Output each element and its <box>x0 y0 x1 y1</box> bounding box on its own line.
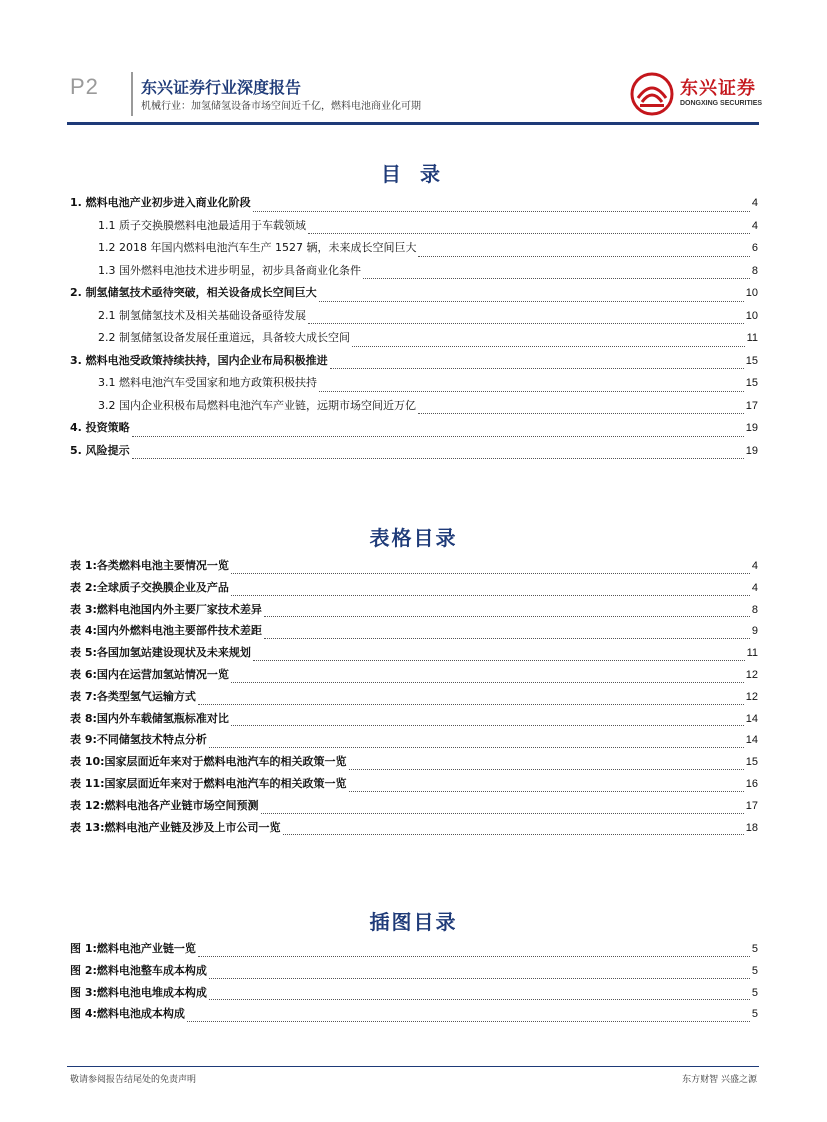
toc-entry-page: 4 <box>751 219 758 232</box>
toc-entry-page: 8 <box>751 264 758 277</box>
toc-entry[interactable] <box>70 397 758 420</box>
figure-entry-page: 5 <box>751 964 758 977</box>
table-entry-page: 4 <box>751 581 758 594</box>
dot-leader <box>418 412 744 414</box>
table-entry[interactable] <box>70 622 758 644</box>
table-entry-label: 各类型氢气运输方式 <box>96 689 196 703</box>
table-entry-page: 12 <box>745 668 758 681</box>
table-entry-label: 燃料电池国内外主要厂家技术差异 <box>96 602 262 616</box>
figure-entry[interactable] <box>70 1005 758 1027</box>
table-entry-label: 国内外车载储氢瓶标准对比 <box>96 711 229 725</box>
dot-leader <box>209 746 744 748</box>
table-entry-page: 14 <box>745 712 758 725</box>
header-rule <box>67 122 759 125</box>
figure-entry-page: 5 <box>751 943 758 955</box>
dot-leader <box>198 955 750 957</box>
figure-entry-page: 5 <box>751 986 758 999</box>
table-entry-label: 各类燃料电池主要情况一览 <box>96 559 229 572</box>
toc-entry-label: 2.2 制氢储氢设备发展任重道远，具备较大成长空间 <box>98 331 350 344</box>
table-entry-number: 表 5: <box>70 646 97 660</box>
report-subtitle: 机械行业：加氢储氢设备市场空间近千亿，燃料电池商业化可期 <box>141 101 421 112</box>
dot-leader <box>352 345 745 347</box>
table-entry-number: 表 1: <box>70 559 97 572</box>
dot-leader <box>349 790 744 792</box>
toc-entry-label: 1.1 质子交换膜燃料电池最适用于车载领域 <box>98 218 306 232</box>
dot-leader <box>132 457 744 459</box>
logo-mark-icon <box>630 72 674 116</box>
table-entry[interactable] <box>70 797 758 819</box>
dot-leader <box>231 594 750 596</box>
table-entry-number: 表 8: <box>70 711 97 725</box>
tables-toc-title: 表格目录 <box>369 526 458 550</box>
toc-entry[interactable] <box>70 419 758 442</box>
table-entry-page: 18 <box>745 821 758 834</box>
toc-entry-label: 1. 燃料电池产业初步进入商业化阶段 <box>70 196 251 209</box>
dot-leader <box>308 322 744 324</box>
toc-entry-page: 10 <box>745 287 758 299</box>
figure-entry-label: 燃料电池成本构成 <box>96 1007 185 1021</box>
table-entry-number: 表 4: <box>70 624 97 638</box>
table-entry-page: 11 <box>746 647 758 660</box>
figures-toc-list <box>70 940 758 1027</box>
table-entry[interactable] <box>70 710 758 732</box>
table-entry[interactable] <box>70 601 758 623</box>
table-entry[interactable] <box>70 753 758 775</box>
figure-entry-number: 图 3: <box>70 985 97 999</box>
table-entry[interactable] <box>70 688 758 710</box>
footer-rule <box>67 1066 759 1067</box>
table-entry-page: 17 <box>745 799 758 812</box>
toc-entry-page: 15 <box>745 354 758 367</box>
tables-toc-list <box>70 557 758 840</box>
toc-entry-label: 3.1 燃料电池汽车受国家和地方政策积极扶持 <box>98 376 317 389</box>
toc-entry[interactable] <box>70 284 758 307</box>
dot-leader <box>209 977 750 979</box>
table-entry-page: 8 <box>751 603 758 616</box>
toc-entry[interactable] <box>70 307 758 330</box>
dot-leader <box>363 277 750 279</box>
figure-entry[interactable] <box>70 940 758 962</box>
table-entry-number: 表 7: <box>70 689 97 703</box>
table-entry-label: 燃料电池产业链及涉及上市公司一览 <box>104 820 281 834</box>
dot-leader <box>330 367 744 369</box>
dot-leader <box>283 833 744 835</box>
toc-entry-page: 15 <box>745 377 758 389</box>
dot-leader <box>253 210 750 212</box>
figure-entry-number: 图 4: <box>70 1007 97 1021</box>
dot-leader <box>231 681 744 683</box>
toc-entry-label: 2.1 制氢储氢技术及相关基础设备亟待发展 <box>98 308 306 322</box>
table-entry[interactable] <box>70 579 758 601</box>
toc-entry-label: 3.2 国内企业积极布局燃料电池汽车产业链，远期市场空间近万亿 <box>98 398 416 412</box>
dot-leader <box>209 998 750 1000</box>
table-entry-number: 表 10: <box>70 755 105 769</box>
dot-leader <box>319 300 744 302</box>
table-entry[interactable] <box>70 819 758 841</box>
table-entry-page: 4 <box>751 560 758 572</box>
figure-entry-label: 燃料电池产业链一览 <box>96 942 196 955</box>
page-header <box>0 0 827 130</box>
toc-entry[interactable] <box>70 329 758 352</box>
toc-entry[interactable] <box>70 194 758 217</box>
table-entry-page: 9 <box>751 625 758 638</box>
toc-entry-label: 5. 风险提示 <box>70 443 130 457</box>
header-divider <box>131 72 133 116</box>
toc-entry[interactable] <box>70 239 758 262</box>
footer-slogan: 东方财智 兴盛之源 <box>682 1075 757 1085</box>
dot-leader <box>308 232 750 234</box>
toc-entry-label: 1.3 国外燃料电池技术进步明显，初步具备商业化条件 <box>98 263 361 277</box>
figures-toc-title: 插图目录 <box>369 910 458 934</box>
dot-leader <box>261 812 744 814</box>
table-entry-label: 不同储氢技术特点分析 <box>96 733 207 747</box>
logo-english-text: DONGXING SECURITIES <box>680 100 763 107</box>
table-entry[interactable] <box>70 666 758 688</box>
dot-leader <box>231 724 744 726</box>
report-title: 东兴证券行业深度报告 <box>141 78 302 97</box>
dot-leader <box>132 435 744 437</box>
table-entry-number: 表 2: <box>70 580 97 594</box>
table-entry[interactable] <box>70 557 758 579</box>
table-entry-label: 全球质子交换膜企业及产品 <box>96 580 229 594</box>
toc-entry-label: 2. 制氢储氢技术亟待突破，相关设备成长空间巨大 <box>70 286 317 299</box>
table-entry-number: 表 3: <box>70 602 97 616</box>
table-entry-number: 表 11: <box>70 776 105 790</box>
figure-entry[interactable] <box>70 962 758 984</box>
table-entry[interactable] <box>70 775 758 797</box>
company-logo <box>628 70 763 115</box>
toc-entry-label: 3. 燃料电池受政策持续扶持，国内企业布局积极推进 <box>70 353 328 367</box>
toc-entry[interactable] <box>70 442 758 465</box>
dot-leader <box>418 255 749 257</box>
table-entry[interactable] <box>70 644 758 666</box>
dot-leader <box>319 390 744 392</box>
figure-entry-label: 燃料电池整车成本构成 <box>96 963 207 977</box>
page-number: P2 <box>70 74 99 99</box>
toc-entry-page: 11 <box>746 332 758 344</box>
table-entry-page: 14 <box>745 734 758 747</box>
table-entry-label: 国家层面近年来对于燃料电池汽车的相关政策一览 <box>104 755 347 769</box>
dot-leader <box>198 703 744 705</box>
table-entry-label: 各国加氢站建设现状及未来规划 <box>96 646 251 660</box>
table-entry-page: 12 <box>745 690 758 703</box>
table-entry[interactable] <box>70 731 758 753</box>
table-entry-page: 15 <box>745 756 758 769</box>
table-entry-number: 表 6: <box>70 667 97 681</box>
toc-entry[interactable] <box>70 217 758 240</box>
table-entry-number: 表 13: <box>70 820 105 834</box>
toc-entry-page: 6 <box>751 242 758 254</box>
figure-entry-label: 燃料电池电堆成本构成 <box>96 985 207 999</box>
dot-leader <box>253 659 745 661</box>
toc-entry[interactable] <box>70 352 758 375</box>
logo-chinese-text: 东兴证券 <box>680 78 756 99</box>
toc-entry-label: 1.2 2018 年国内燃料电池汽车生产 1527 辆，未来成长空间巨大 <box>98 241 417 254</box>
footer-disclaimer: 敬请参阅报告结尾处的免责声明 <box>70 1075 197 1085</box>
toc-entry[interactable] <box>70 374 758 397</box>
toc-entry-page: 19 <box>745 422 758 434</box>
figure-entry-page: 5 <box>751 1008 758 1021</box>
toc-title: 目 录 <box>381 162 446 186</box>
dot-leader <box>187 1020 750 1022</box>
figure-entry-number: 图 2: <box>70 963 97 977</box>
figure-entry[interactable] <box>70 984 758 1006</box>
dot-leader <box>264 637 750 639</box>
toc-entry-page: 19 <box>745 444 758 457</box>
toc-entry-page: 4 <box>751 197 758 209</box>
dot-leader <box>264 615 750 617</box>
toc-list <box>70 194 758 464</box>
table-entry-page: 16 <box>745 777 758 790</box>
toc-entry-page: 10 <box>745 309 758 322</box>
toc-entry-page: 17 <box>745 399 758 412</box>
table-entry-number: 表 12: <box>70 798 105 812</box>
dot-leader <box>231 572 750 574</box>
table-entry-label: 燃料电池各产业链市场空间预测 <box>104 798 259 812</box>
table-entry-label: 国家层面近年来对于燃料电池汽车的相关政策一览 <box>104 776 347 790</box>
dot-leader <box>349 768 744 770</box>
toc-entry[interactable] <box>70 262 758 285</box>
figure-entry-number: 图 1: <box>70 942 97 955</box>
table-entry-label: 国内外燃料电池主要部件技术差距 <box>96 624 262 638</box>
table-entry-number: 表 9: <box>70 733 97 747</box>
toc-entry-label: 4. 投资策略 <box>70 421 130 434</box>
table-entry-label: 国内在运营加氢站情况一览 <box>96 667 229 681</box>
